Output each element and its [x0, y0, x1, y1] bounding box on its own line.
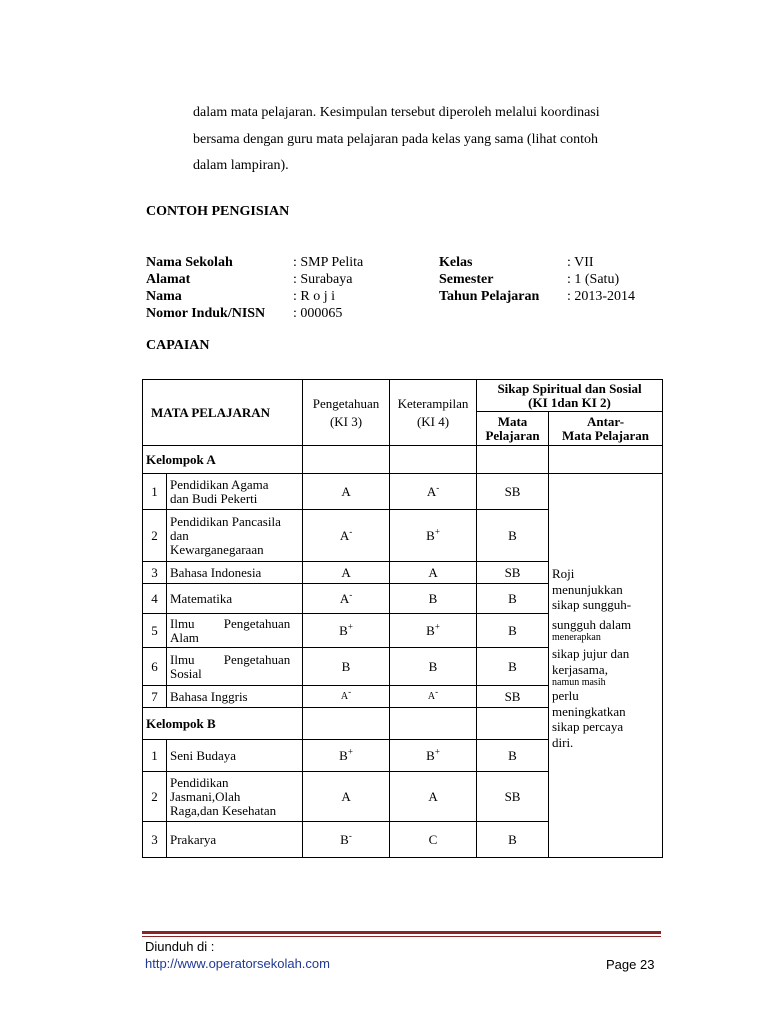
row-subject: Matematika [167, 584, 303, 614]
note-line: Roji [552, 566, 575, 581]
subject-line: dan [170, 527, 189, 543]
grade-modifier: + [347, 621, 353, 632]
grade-ki4 [390, 822, 477, 858]
group-a-label: Kelompok A [143, 446, 303, 474]
header-mapel-line1: Mata [497, 413, 528, 429]
nisn-value: : 000065 [293, 306, 343, 321]
note-line: namun masih [552, 677, 606, 688]
header-pengetahuan-line2: (KI 3) [329, 413, 363, 429]
nama-value: : R o j i [293, 289, 336, 304]
grade-modifier: - [348, 686, 352, 697]
grade-ki4 [390, 686, 477, 708]
header-sikap [477, 380, 663, 412]
row-no: 5 [143, 614, 167, 648]
header-mapel-line2: Pelajaran [485, 427, 540, 443]
grade-ki4 [390, 510, 477, 562]
table-row [143, 474, 663, 510]
footer-link[interactable]: http://www.operatorsekolah.com [145, 956, 330, 971]
row-subject: Prakarya [167, 822, 303, 858]
row-subject [167, 614, 303, 648]
row-no: 1 [143, 474, 167, 510]
footer-rule-thick [142, 931, 661, 934]
subject-line: Pendidikan [170, 774, 229, 790]
header-sikap-line2: (KI 1dan KI 2) [528, 394, 611, 410]
header-keterampilan-line2: (KI 4) [416, 413, 450, 429]
row-subject: Bahasa Inggris [167, 686, 303, 708]
kelas-label: Kelas [439, 255, 473, 270]
grade-letter: A [341, 564, 351, 580]
grade-modifier: + [347, 746, 353, 757]
row-subject: Seni Budaya [167, 740, 303, 772]
subject-line: Pendidikan Pancasila [170, 513, 281, 529]
grade-letter: B [339, 622, 348, 638]
subject-line: Sosial [170, 665, 202, 681]
header-mapel [477, 412, 549, 446]
note-line: sikap percaya [552, 719, 624, 734]
note-line: sikap jujur dan [552, 646, 630, 661]
semester-value: : 1 (Satu) [567, 272, 620, 287]
grade-letter: A [339, 527, 350, 543]
row-no: 6 [143, 648, 167, 686]
semester-label: Semester [439, 272, 494, 287]
grade-sikap: SB [477, 686, 549, 708]
subject-line: Alam [170, 629, 199, 645]
note-line: meningkatkan [552, 703, 626, 719]
grade-letter: A [428, 788, 438, 804]
capaian-title: CAPAIAN [146, 338, 210, 353]
note-line: sikap sungguh- [552, 597, 632, 612]
row-no: 3 [143, 822, 167, 858]
grade-modifier: - [436, 482, 440, 493]
grade-ki3 [303, 562, 390, 584]
note-line: sungguh dalam [552, 616, 632, 632]
header-antar-line1: Antar- [586, 413, 625, 429]
intro-line: bersama dengan guru mata pelajaran pada kelas yang sama (lihat contoh [193, 131, 599, 147]
grade-letter: B [426, 527, 435, 543]
grade-sikap: B [477, 584, 549, 614]
row-no: 2 [143, 772, 167, 822]
grade-ki3 [303, 648, 390, 686]
grade-letter: B [426, 747, 435, 763]
grade-sikap: SB [477, 562, 549, 584]
header-antar-line2: Mata Pelajaran [562, 427, 650, 443]
row-subject [167, 510, 303, 562]
grade-letter: A [428, 564, 438, 580]
grade-sikap: B [477, 740, 549, 772]
group-b-label: Kelompok B [143, 708, 303, 740]
grade-ki3 [303, 772, 390, 822]
grade-ki4 [390, 740, 477, 772]
tahun-label: Tahun Pelajaran [439, 289, 540, 304]
grade-ki3 [303, 822, 390, 858]
intro-line: dalam lampiran). [193, 158, 289, 173]
grade-letter: B [341, 658, 351, 674]
grade-letter: A [341, 483, 351, 499]
note-line: menunjukkan [552, 581, 623, 597]
grade-sikap: SB [477, 772, 549, 822]
grade-modifier: + [434, 746, 440, 757]
grade-letter: A [341, 788, 351, 804]
grade-letter: B [339, 747, 348, 763]
header-keterampilan-line1: Keterampilan [397, 395, 469, 411]
header-antar [549, 412, 663, 446]
note-line: menerapkan [552, 632, 601, 643]
row-no: 4 [143, 584, 167, 614]
grade-ki3 [303, 740, 390, 772]
grade-letter: A [427, 690, 436, 702]
section-title: CONTOH PENGISIAN [146, 204, 290, 219]
kelas-value: : VII [567, 255, 594, 270]
tahun-value: : 2013-2014 [567, 289, 636, 304]
row-no: 7 [143, 686, 167, 708]
nama-sekolah-value: : SMP Pelita [293, 255, 364, 270]
grade-ki4 [390, 584, 477, 614]
grade-ki4 [390, 474, 477, 510]
row-subject: Bahasa Indonesia [167, 562, 303, 584]
row-no: 1 [143, 740, 167, 772]
row-subject [167, 648, 303, 686]
note-line: perlu [552, 688, 579, 703]
row-no: 2 [143, 510, 167, 562]
grade-letter: B [426, 622, 435, 638]
grade-modifier: - [348, 830, 352, 841]
header-keterampilan [390, 380, 477, 446]
note-line: kerjasama, [552, 661, 608, 677]
grade-modifier: - [349, 526, 353, 537]
grade-letter: B [428, 590, 438, 606]
grade-sikap: SB [477, 474, 549, 510]
grade-letter: C [428, 831, 438, 847]
grade-letter: A [426, 483, 437, 499]
antar-notes [552, 566, 660, 750]
intro-paragraph [193, 100, 663, 180]
grade-letter: A [339, 590, 350, 606]
grade-modifier: - [435, 686, 439, 697]
grade-sikap: B [477, 614, 549, 648]
row-subject [167, 772, 303, 822]
header-sikap-line1: Sikap Spiritual dan Sosial [497, 380, 642, 396]
alamat-label: Alamat [146, 272, 191, 287]
page-number: Page 23 [606, 957, 655, 972]
subject-line: Ilmu Pengetahuan [170, 615, 291, 631]
grade-letter: B [340, 831, 349, 847]
nisn-label: Nomor Induk/NISN [146, 306, 266, 321]
footer-rule-thin [142, 936, 661, 937]
grade-modifier: + [434, 526, 440, 537]
note-line: diri. [552, 734, 574, 750]
grade-sikap: B [477, 510, 549, 562]
grade-ki3 [303, 510, 390, 562]
grade-sikap: B [477, 822, 549, 858]
nama-label: Nama [146, 289, 182, 304]
grade-modifier: - [349, 589, 353, 600]
grade-sikap: B [477, 648, 549, 686]
subject-line: Pendidikan Agama [170, 476, 269, 492]
grade-ki3 [303, 584, 390, 614]
grade-ki4 [390, 562, 477, 584]
grade-ki4 [390, 614, 477, 648]
subject-line: Raga,dan Kesehatan [170, 802, 277, 818]
subject-line: dan Budi Pekerti [170, 490, 258, 506]
grade-modifier: + [434, 621, 440, 632]
grade-ki3 [303, 614, 390, 648]
header-pengetahuan-line1: Pengetahuan [312, 395, 380, 411]
header-mata-pelajaran: MATA PELAJARAN [143, 380, 303, 446]
subject-line: Kewarganegaraan [170, 541, 264, 557]
alamat-value: : Surabaya [293, 272, 353, 287]
row-subject [167, 474, 303, 510]
grade-ki4 [390, 648, 477, 686]
grade-ki3 [303, 686, 390, 708]
subject-line: Jasmani,Olah [170, 788, 241, 804]
footer-label: Diunduh di : [145, 939, 215, 954]
grade-letter: B [428, 658, 438, 674]
grade-letter: A [340, 690, 349, 702]
intro-line: dalam mata pelajaran. Kesimpulan tersebut diperoleh melalui koordinasi [193, 105, 600, 120]
grade-ki3 [303, 474, 390, 510]
row-no: 3 [143, 562, 167, 584]
nama-sekolah-label: Nama Sekolah [146, 255, 233, 270]
grade-ki4 [390, 772, 477, 822]
subject-line: Ilmu Pengetahuan [170, 651, 291, 667]
header-pengetahuan [303, 380, 390, 446]
